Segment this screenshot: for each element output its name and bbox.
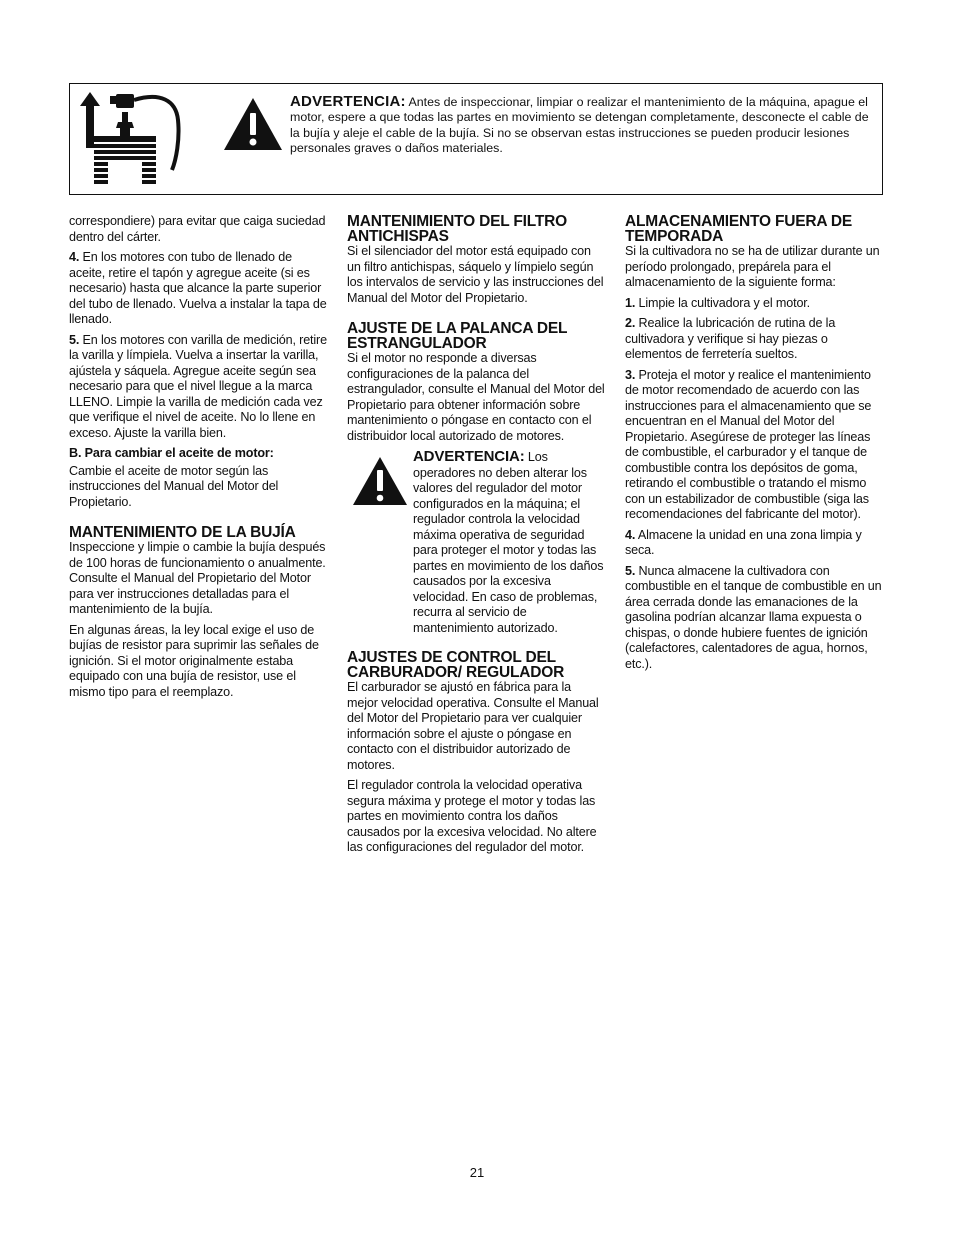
paragraph-continuation: correspondiere) para evitar que caiga suciedad dentro del cárter.: [69, 214, 326, 244]
paragraph: Si la cultivadora no se ha de utilizar durante un período prolongado, prepárela para el almacenamiento de la siguiente forma:: [625, 244, 880, 289]
paragraph: Si el silenciador del motor está equipado con un filtro antichispas, sáquelo y límpielo según los intervalos de servicio y las instrucciones del Manual del Motor del Propietario.: [347, 244, 604, 305]
warning-triangle-icon: [222, 96, 284, 152]
warning-box: [69, 83, 883, 195]
column-2: [347, 214, 605, 861]
list-item: 3. Proteja el motor y realice el mantenimiento de motor recomendado de acuerdo con las instrucciones para el almacenamiento que se encuentran en el Manual del Motor del Propietario. Asegúrese de proteger las líneas de combustible, el carburador y el tanque de combustible contra los depósitos de goma, retirando el combustible o tratando el mismo con un estabilizador de combustible (siga las recomendaciones del fabricante del motor).: [625, 367, 872, 521]
warning-body: Los operadores no deben alterar los valores del regulador del motor configurados en la máquina; el regulador controla la velocidad máxima operativa de seguridad para proteger el motor y todas las partes en movimiento de los daños causados por la excesiva velocidad. En caso de problemas, recurra al servicio de mantenimiento autorizado.: [413, 450, 604, 635]
warning-body: Antes de inspeccionar, limpiar o realizar el mantenimiento de la máquina, apague el motor, espere a que todas las partes en movimiento se detengan completamente, desconecte el cable de la bujía y aleje el cable de la bujía. Si no se observan estas instrucciones se pueden producir lesiones personales graves o daños materiales.: [290, 95, 869, 156]
list-item: 2. Realice la lubricación de rutina de la cultivadora y verifique si hay piezas o elementos de ferretería sueltos.: [625, 316, 836, 361]
column-3: [625, 214, 883, 677]
list-item: 5. Nunca almacene la cultivadora con combustible en el tanque de combustible en un área cerrada donde las emanaciones de la gasolina podrían alcanzar llama expuesta o chispas, o donde hubiere fuentes de ignición (calefactores, calentadores de agua, hornos, etc.).: [625, 563, 882, 671]
list-item: 4. En los motores con tubo de llenado de aceite, retire el tapón y agregue aceite (si es necesario) hasta que alcance la parte superior del tubo de llenado. Vuelva a instalar la tapa de llenado.: [69, 250, 327, 326]
paragraph: El regulador controla la velocidad operativa segura máxima y protege el motor y todas las partes en movimiento contra los daños causados por la excesiva velocidad. No altere las configuraciones del regulador del motor.: [347, 778, 597, 854]
column-1: [69, 214, 327, 705]
warning-text: [290, 94, 880, 157]
heading-spark-arrester: MANTENIMIENTO DEL FILTRO ANTICHISPAS: [347, 213, 567, 245]
page-number: 21: [469, 1165, 485, 1180]
warning-label: ADVERTENCIA:: [413, 448, 525, 465]
heading-spark-plug: MANTENIMIENTO DE LA BUJÍA: [69, 524, 296, 541]
heading-storage: ALMACENAMIENTO FUERA DE TEMPORADA: [625, 213, 853, 245]
list-item: 4. Almacene la unidad en una zona limpia y seca.: [625, 527, 862, 557]
list-item: 1. Limpie la cultivadora y el motor.: [625, 295, 810, 310]
list-item: 5. En los motores con varilla de medición, retire la varilla y límpiela. Vuelva a insertar la varilla, ajústela y sáquela. Agregue aceite según sea necesario para que el nivel llegue a la marca LLENO. Limpie la varilla de medición cada vez que verifique el nivel de aceite. No lo llene en exceso. Ajuste la varilla bien.: [69, 332, 327, 440]
heading-carburetor: AJUSTES DE CONTROL DEL CARBURADOR/ REGULADOR: [347, 649, 565, 681]
paragraph: Cambie el aceite de motor según las instrucciones del Manual del Motor del Propietario.: [69, 463, 279, 509]
heading-choke-lever: AJUSTE DE LA PALANCA DEL ESTRANGULADOR: [347, 320, 567, 352]
paragraph: Si el motor no responde a diversas configuraciones de la palanca del estrangulador, consulte el Manual del Motor del Propietario para obtener información sobre mantenimiento o póngase en contacto con el distribuidor local autorizado de motores.: [347, 351, 605, 443]
governor-warning: [347, 449, 605, 636]
paragraph: El carburador se ajustó en fábrica para la mejor velocidad operativa. Consulte el Manual del Motor del Propietario para ver cualquier información sobre el ajuste o póngase en contacto con el distribuidor autorizado de motores.: [347, 680, 599, 772]
warning-label: ADVERTENCIA:: [290, 93, 406, 110]
paragraph: Inspeccione y limpie o cambie la bujía después de 100 horas de funcionamiento o anualmente. Consulte el Manual del Propietario del Motor para ver instrucciones detalladas para el mantenimiento de la bujía.: [69, 540, 326, 616]
subheading-change-oil: B. Para cambiar el aceite de motor:: [69, 446, 274, 460]
warning-triangle-icon: [351, 455, 409, 507]
paragraph: En algunas áreas, la ley local exige el uso de bujías de resistor para suprimir las señales de ignición. Si el motor originalmente estaba equipado con una bujía de resistor, use el mismo tipo para el reemplazo.: [69, 622, 319, 699]
disconnect-spark-plug-icon: [80, 90, 192, 190]
